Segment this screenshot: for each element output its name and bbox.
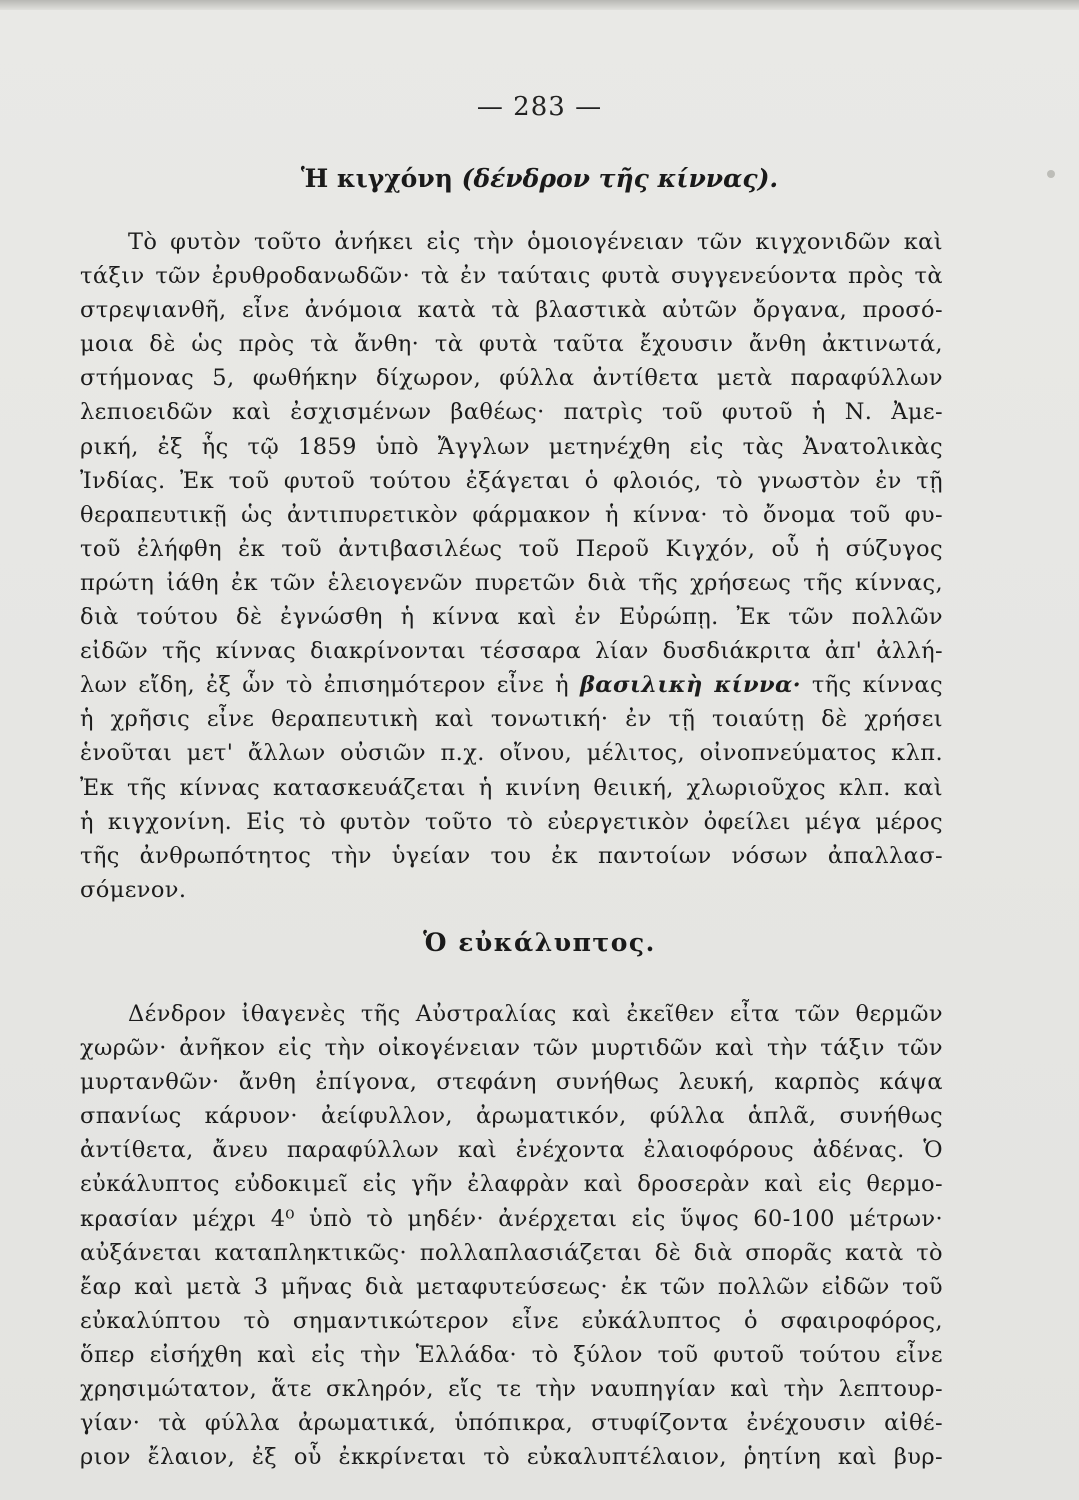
text-line: λεπιοειδῶν καὶ ἐσχισμένων βαθέως· πατρὶς τοῦ φυτοῦ ἡ Ν. Ἀμε- bbox=[80, 399, 943, 426]
emphasized-term: βασιλικὴ κίννα· bbox=[579, 672, 801, 699]
text-line: εὐκαλύπτου τὸ σημαντικώτερον εἶνε εὐκάλυπτος ὁ σφαιροφόρος, bbox=[80, 1307, 943, 1334]
text-line: κρασίαν μέχρι 4⁰ ὑπὸ τὸ μηδέν· ἀνέρχεται εἰς ὕψος 60-100 μέτρων· bbox=[80, 1205, 943, 1232]
section-title-subtitle: (δένδρον τῆς κίννας). bbox=[461, 164, 779, 193]
text-line: Δένδρον ἰθαγενὲς τῆς Αὐστραλίας καὶ ἐκεῖθεν εἶτα τῶν θερμῶν bbox=[128, 1001, 943, 1027]
text-line: γίαν· τὰ φύλλα ἀρωματικά, ὑπόπικρα, στυφίζοντα ἐνέχουσιν αἰθέ- bbox=[80, 1410, 943, 1437]
text-line: τῆς ἀνθρωπότητος τὴν ὑγείαν του ἐκ παντοίων νόσων ἀπαλλασ- bbox=[80, 842, 943, 869]
text-line: Τὸ φυτὸν τοῦτο ἀνήκει εἰς τὴν ὁμοιογένειαν τῶν κιγχονιδῶν καὶ bbox=[128, 229, 943, 255]
text-line: ἡ κιγχονίνη. Εἰς τὸ φυτὸν τοῦτο τὸ εὐεργετικὸν ὀφείλει μέγα μέρος bbox=[80, 808, 943, 835]
text-line: τοῦ ἐλήφθη ἐκ τοῦ ἀντιβασιλέως τοῦ Περοῦ Κιγχόν, οὗ ἡ σύζυγος bbox=[80, 535, 943, 562]
text-line: ἔαρ καὶ μετὰ 3 μῆνας διὰ μεταφυτεύσεως· ἐκ τῶν πολλῶν εἰδῶν τοῦ bbox=[80, 1273, 943, 1300]
paragraph-eucalyptus bbox=[80, 997, 943, 1474]
section-title-main: Ἡ κιγχόνη bbox=[300, 164, 453, 193]
text-line: στήμονας 5, φωθήκην δίχωρον, φύλλα ἀντίθετα μετὰ παραφύλλων bbox=[80, 365, 943, 392]
text-line: εἰδῶν τῆς κίννας διακρίνονται τέσσαρα λίαν δυσδιάκριτα ἀπ' ἀλλή- bbox=[80, 638, 943, 665]
text-line: χρησιμώτατον, ἅτε σκληρόν, εἴς τε τὴν ναυπηγίαν καὶ τὴν λεπτουρ- bbox=[80, 1376, 943, 1403]
text-line: τάξιν τῶν ἐρυθροδανωδῶν· τὰ ἐν ταύταις φυτὰ συγγενεύοντα πρὸς τὰ bbox=[80, 263, 943, 290]
text-line: πρώτη ἰάθη ἐκ τῶν ἑλειογενῶν πυρετῶν διὰ τῆς χρήσεως τῆς κίννας, bbox=[80, 569, 943, 596]
text-line: στρεψιανθῆ, εἶνε ἀνόμοια κατὰ τὰ βλαστικὰ αὐτῶν ὄργανα, προσό- bbox=[80, 297, 943, 324]
text-line: εὐκάλυπτος εὐδοκιμεῖ εἰς γῆν ἐλαφρὰν καὶ δροσερὰν καὶ εἰς θερμο- bbox=[80, 1171, 943, 1198]
text-line: ρική, ἐξ ἧς τῷ 1859 ὑπὸ Ἄγγλων μετηνέχθη εἰς τὰς Ἀνατολικὰς bbox=[80, 433, 943, 460]
text-line: διὰ τούτου δὲ ἐγνώσθη ἡ κίννα καὶ ἐν Εὐρώπῃ. Ἐκ τῶν πολλῶν bbox=[80, 604, 943, 631]
text-line-with-term bbox=[80, 668, 943, 702]
text-line: ριον ἔλαιον, ἐξ οὗ ἐκκρίνεται τὸ εὐκαλυπτέλαιον, ῥητίνη καὶ βυρ- bbox=[80, 1444, 943, 1471]
text-line: σόμενον. bbox=[80, 876, 187, 903]
section-title-cinchona bbox=[0, 164, 1079, 193]
page-top-edge bbox=[0, 0, 1079, 10]
text-fragment: τῆς κίννας bbox=[811, 672, 943, 699]
text-line: ὅπερ εἰσήχθη καὶ εἰς τὴν Ἑλλάδα· τὸ ξύλον τοῦ φυτοῦ τούτου εἶνε bbox=[80, 1341, 943, 1368]
text-line: Ἐκ τῆς κίννας κατασκευάζεται ἡ κινίνη θειική, χλωριοῦχος κλπ. καὶ bbox=[80, 774, 943, 801]
text-line: θεραπευτικῇ ὡς ἀντιπυρετικὸν φάρμακον ἡ κίννα· τὸ ὄνομα τοῦ φυ- bbox=[80, 501, 943, 528]
paragraph-cinchona bbox=[80, 225, 943, 907]
text-line: ἀντίθετα, ἄνευ παραφύλλων καὶ ἐνέχοντα ἐλαιοφόρους ἀδένας. Ὁ bbox=[80, 1137, 943, 1164]
text-line: Ἰνδίας. Ἐκ τοῦ φυτοῦ τούτου ἐξάγεται ὁ φλοιός, τὸ γνωστὸν ἐν τῇ bbox=[80, 467, 943, 494]
text-line: ἡ χρῆσις εἶνε θεραπευτικὴ καὶ τονωτική· ἐν τῇ τοιαύτῃ δὲ χρήσει bbox=[80, 706, 943, 733]
text-fragment: λων εἴδη, ἐξ ὧν τὸ ἐπισημότερον εἶνε ἡ bbox=[80, 672, 569, 699]
section-title-eucalyptus: Ὁ εὐκάλυπτος. bbox=[423, 928, 656, 957]
page-number: — 283 — bbox=[476, 92, 603, 122]
text-line: μυρτανθῶν· ἄνθη ἐπίγονα, στεφάνη συνήθως λευκή, καρπὸς κάψα bbox=[80, 1069, 943, 1096]
text-line: σπανίως κάρυον· ἀείφυλλον, ἀρωματικόν, φύλλα ἁπλᾶ, συνήθως bbox=[80, 1103, 943, 1130]
text-line: χωρῶν· ἀνῆκον εἰς τὴν οἰκογένειαν τῶν μυρτιδῶν καὶ τὴν τάξιν τῶν bbox=[80, 1035, 943, 1062]
text-line: ἑνοῦται μετ' ἄλλων οὐσιῶν π.χ. οἴνου, μέλιτος, οἰνοπνεύματος κλπ. bbox=[80, 740, 943, 767]
text-line: μοια δὲ ὡς πρὸς τὰ ἄνθη· τὰ φυτὰ ταῦτα ἔχουσιν ἄνθη ἀκτινωτά, bbox=[80, 331, 943, 358]
text-line: αὐξάνεται καταπληκτικῶς· πολλαπλασιάζεται δὲ διὰ σπορᾶς κατὰ τὸ bbox=[80, 1239, 943, 1266]
